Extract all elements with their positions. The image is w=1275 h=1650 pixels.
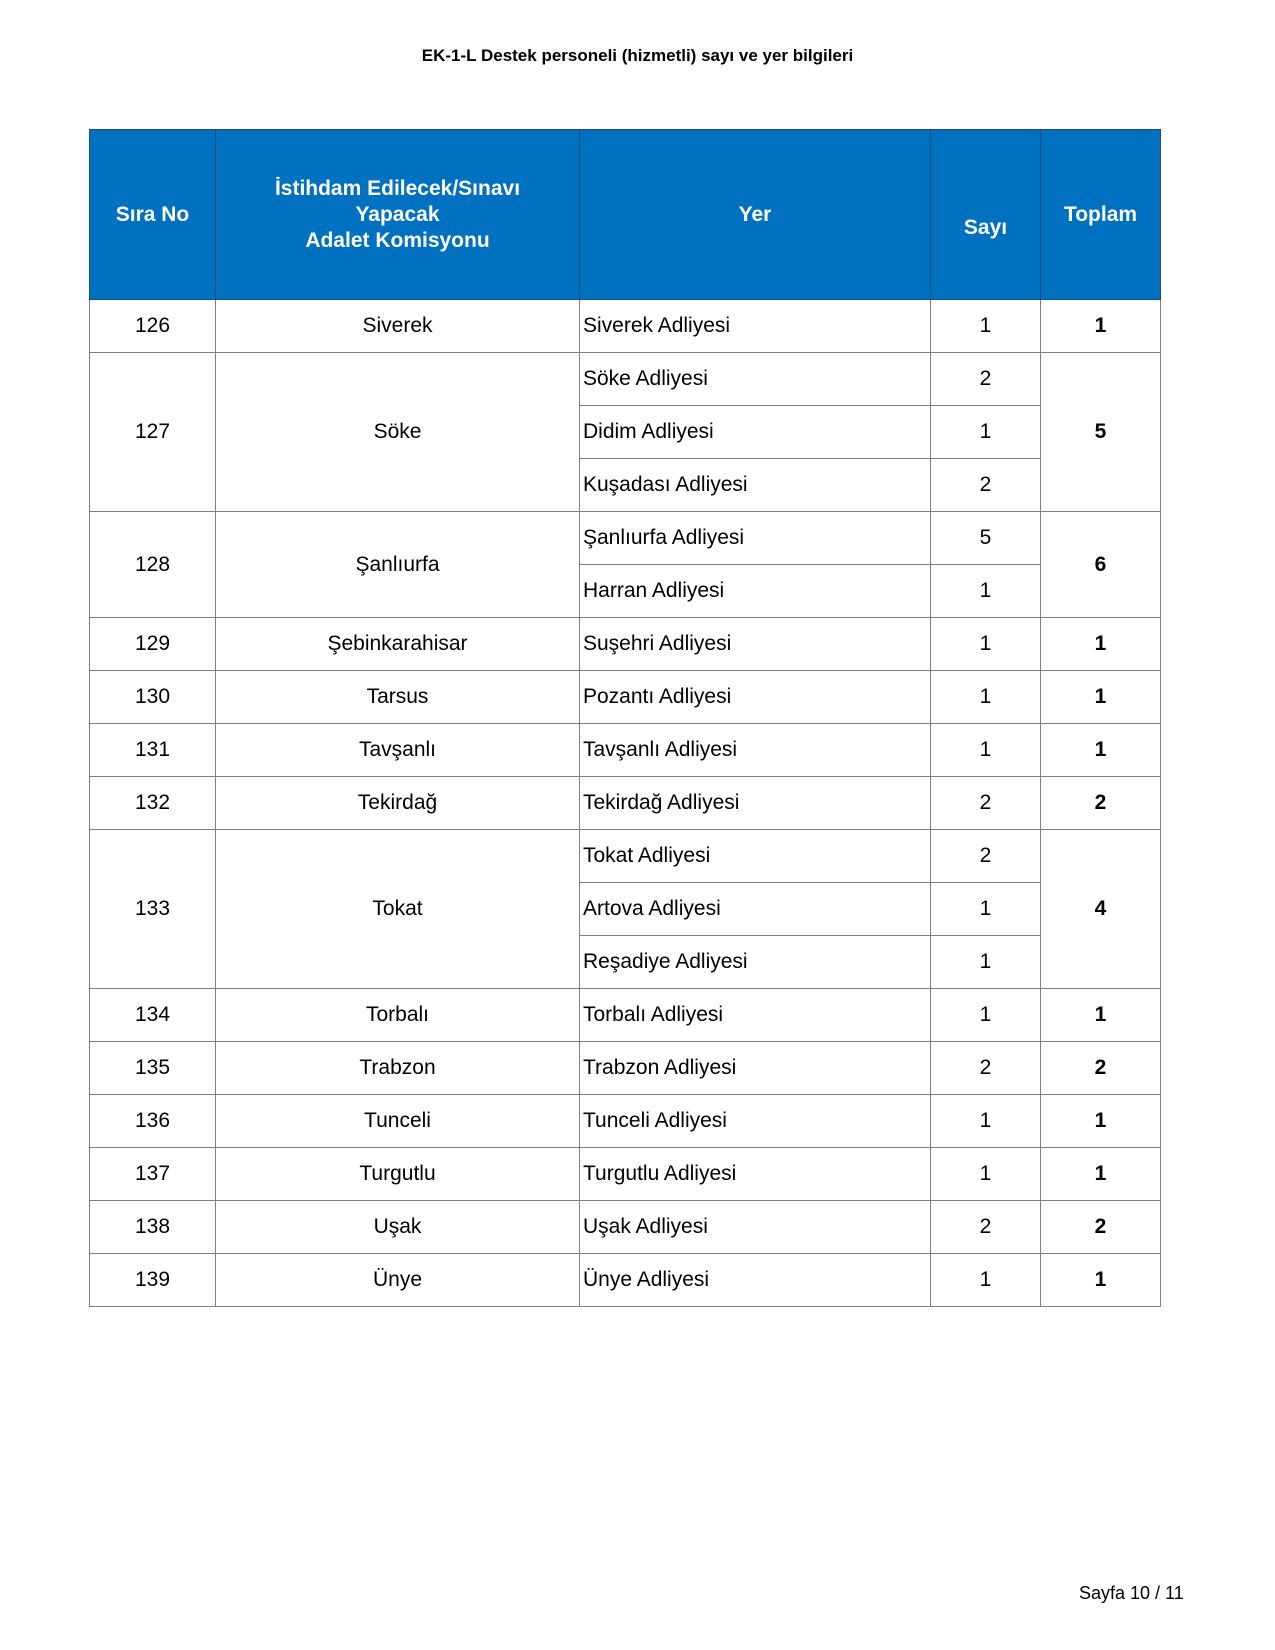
yer-cell: Siverek Adliyesi <box>580 300 931 353</box>
sira-no-cell: 126 <box>90 300 216 353</box>
sayi-cell: 2 <box>931 459 1041 512</box>
toplam-cell: 2 <box>1041 1201 1161 1254</box>
yer-cell: Tavşanlı Adliyesi <box>580 724 931 777</box>
komisyon-cell: Söke <box>216 353 580 512</box>
sayi-cell: 1 <box>931 936 1041 989</box>
komisyon-cell: Tunceli <box>216 1095 580 1148</box>
sayi-cell: 1 <box>931 1254 1041 1307</box>
yer-cell: Suşehri Adliyesi <box>580 618 931 671</box>
toplam-cell: 1 <box>1041 989 1161 1042</box>
yer-cell: Tekirdağ Adliyesi <box>580 777 931 830</box>
sayi-cell: 1 <box>931 724 1041 777</box>
table-row <box>90 1095 1161 1148</box>
yer-cell: Didim Adliyesi <box>580 406 931 459</box>
toplam-cell: 1 <box>1041 300 1161 353</box>
sayi-cell: 1 <box>931 1095 1041 1148</box>
table-row <box>90 618 1161 671</box>
table-row <box>90 724 1161 777</box>
header-komisyon-line: Adalet Komisyonu <box>305 228 490 252</box>
komisyon-cell: Tekirdağ <box>216 777 580 830</box>
sayi-cell: 1 <box>931 989 1041 1042</box>
header-yer: Yer <box>580 130 931 300</box>
sayi-cell: 2 <box>931 830 1041 883</box>
komisyon-cell: Tarsus <box>216 671 580 724</box>
table-header-row <box>90 130 1161 300</box>
page-title: EK-1-L Destek personeli (hizmetli) sayı ve yer bilgileri <box>421 46 854 65</box>
yer-cell: Harran Adliyesi <box>580 565 931 618</box>
yer-cell: Kuşadası Adliyesi <box>580 459 931 512</box>
table-row <box>90 1148 1161 1201</box>
sayi-cell: 2 <box>931 777 1041 830</box>
komisyon-cell: Siverek <box>216 300 580 353</box>
sira-no-cell: 134 <box>90 989 216 1042</box>
komisyon-cell: Uşak <box>216 1201 580 1254</box>
header-komisyon-line: Yapacak <box>355 202 440 226</box>
sira-no-cell: 136 <box>90 1095 216 1148</box>
toplam-cell: 1 <box>1041 671 1161 724</box>
sira-no-cell: 130 <box>90 671 216 724</box>
komisyon-cell: Trabzon <box>216 1042 580 1095</box>
toplam-cell: 4 <box>1041 830 1161 989</box>
sayi-cell: 2 <box>931 1201 1041 1254</box>
komisyon-cell: Şebinkarahisar <box>216 618 580 671</box>
sayi-cell: 1 <box>931 300 1041 353</box>
table-row <box>90 671 1161 724</box>
komisyon-cell: Şanlıurfa <box>216 512 580 618</box>
table-body <box>90 300 1161 1307</box>
toplam-cell: 2 <box>1041 1042 1161 1095</box>
komisyon-cell: Torbalı <box>216 989 580 1042</box>
sira-no-cell: 139 <box>90 1254 216 1307</box>
sira-no-cell: 128 <box>90 512 216 618</box>
sayi-cell: 1 <box>931 671 1041 724</box>
table-row <box>90 777 1161 830</box>
sayi-cell: 1 <box>931 883 1041 936</box>
table-row <box>90 830 1161 883</box>
sayi-cell: 2 <box>931 1042 1041 1095</box>
table-row <box>90 512 1161 565</box>
table-row <box>90 300 1161 353</box>
yer-cell: Şanlıurfa Adliyesi <box>580 512 931 565</box>
sira-no-cell: 138 <box>90 1201 216 1254</box>
yer-cell: Tokat Adliyesi <box>580 830 931 883</box>
toplam-cell: 1 <box>1041 618 1161 671</box>
header-sayi: Sayı <box>931 130 1041 300</box>
yer-cell: Tunceli Adliyesi <box>580 1095 931 1148</box>
table-row <box>90 989 1161 1042</box>
sayi-cell: 1 <box>931 565 1041 618</box>
komisyon-cell: Tavşanlı <box>216 724 580 777</box>
toplam-cell: 1 <box>1041 1095 1161 1148</box>
yer-cell: Pozantı Adliyesi <box>580 671 931 724</box>
sayi-cell: 1 <box>931 1148 1041 1201</box>
header-komisyon-line: İstihdam Edilecek/Sınavı <box>274 176 521 200</box>
toplam-cell: 1 <box>1041 1148 1161 1201</box>
sayi-cell: 1 <box>931 618 1041 671</box>
table-row <box>90 1042 1161 1095</box>
yer-cell: Trabzon Adliyesi <box>580 1042 931 1095</box>
table-row <box>90 1201 1161 1254</box>
yer-cell: Söke Adliyesi <box>580 353 931 406</box>
komisyon-cell: Turgutlu <box>216 1148 580 1201</box>
yer-cell: Reşadiye Adliyesi <box>580 936 931 989</box>
table-row <box>90 1254 1161 1307</box>
yer-cell: Torbalı Adliyesi <box>580 989 931 1042</box>
yer-cell: Uşak Adliyesi <box>580 1201 931 1254</box>
page-number: Sayfa 10 / 11 <box>1079 1583 1184 1603</box>
sira-no-cell: 132 <box>90 777 216 830</box>
sayi-cell: 5 <box>931 512 1041 565</box>
komisyon-cell: Ünye <box>216 1254 580 1307</box>
sira-no-cell: 131 <box>90 724 216 777</box>
header-sira-no: Sıra No <box>90 130 216 300</box>
personnel-table <box>89 129 1161 1307</box>
komisyon-cell: Tokat <box>216 830 580 989</box>
sira-no-cell: 127 <box>90 353 216 512</box>
sira-no-cell: 129 <box>90 618 216 671</box>
toplam-cell: 2 <box>1041 777 1161 830</box>
sira-no-cell: 133 <box>90 830 216 989</box>
sira-no-cell: 135 <box>90 1042 216 1095</box>
header-toplam: Toplam <box>1041 130 1161 300</box>
sayi-cell: 1 <box>931 406 1041 459</box>
toplam-cell: 1 <box>1041 724 1161 777</box>
toplam-cell: 1 <box>1041 1254 1161 1307</box>
yer-cell: Ünye Adliyesi <box>580 1254 931 1307</box>
yer-cell: Artova Adliyesi <box>580 883 931 936</box>
header-komisyon <box>216 130 580 300</box>
table-row <box>90 353 1161 406</box>
toplam-cell: 5 <box>1041 353 1161 512</box>
sira-no-cell: 137 <box>90 1148 216 1201</box>
sayi-cell: 2 <box>931 353 1041 406</box>
toplam-cell: 6 <box>1041 512 1161 618</box>
yer-cell: Turgutlu Adliyesi <box>580 1148 931 1201</box>
